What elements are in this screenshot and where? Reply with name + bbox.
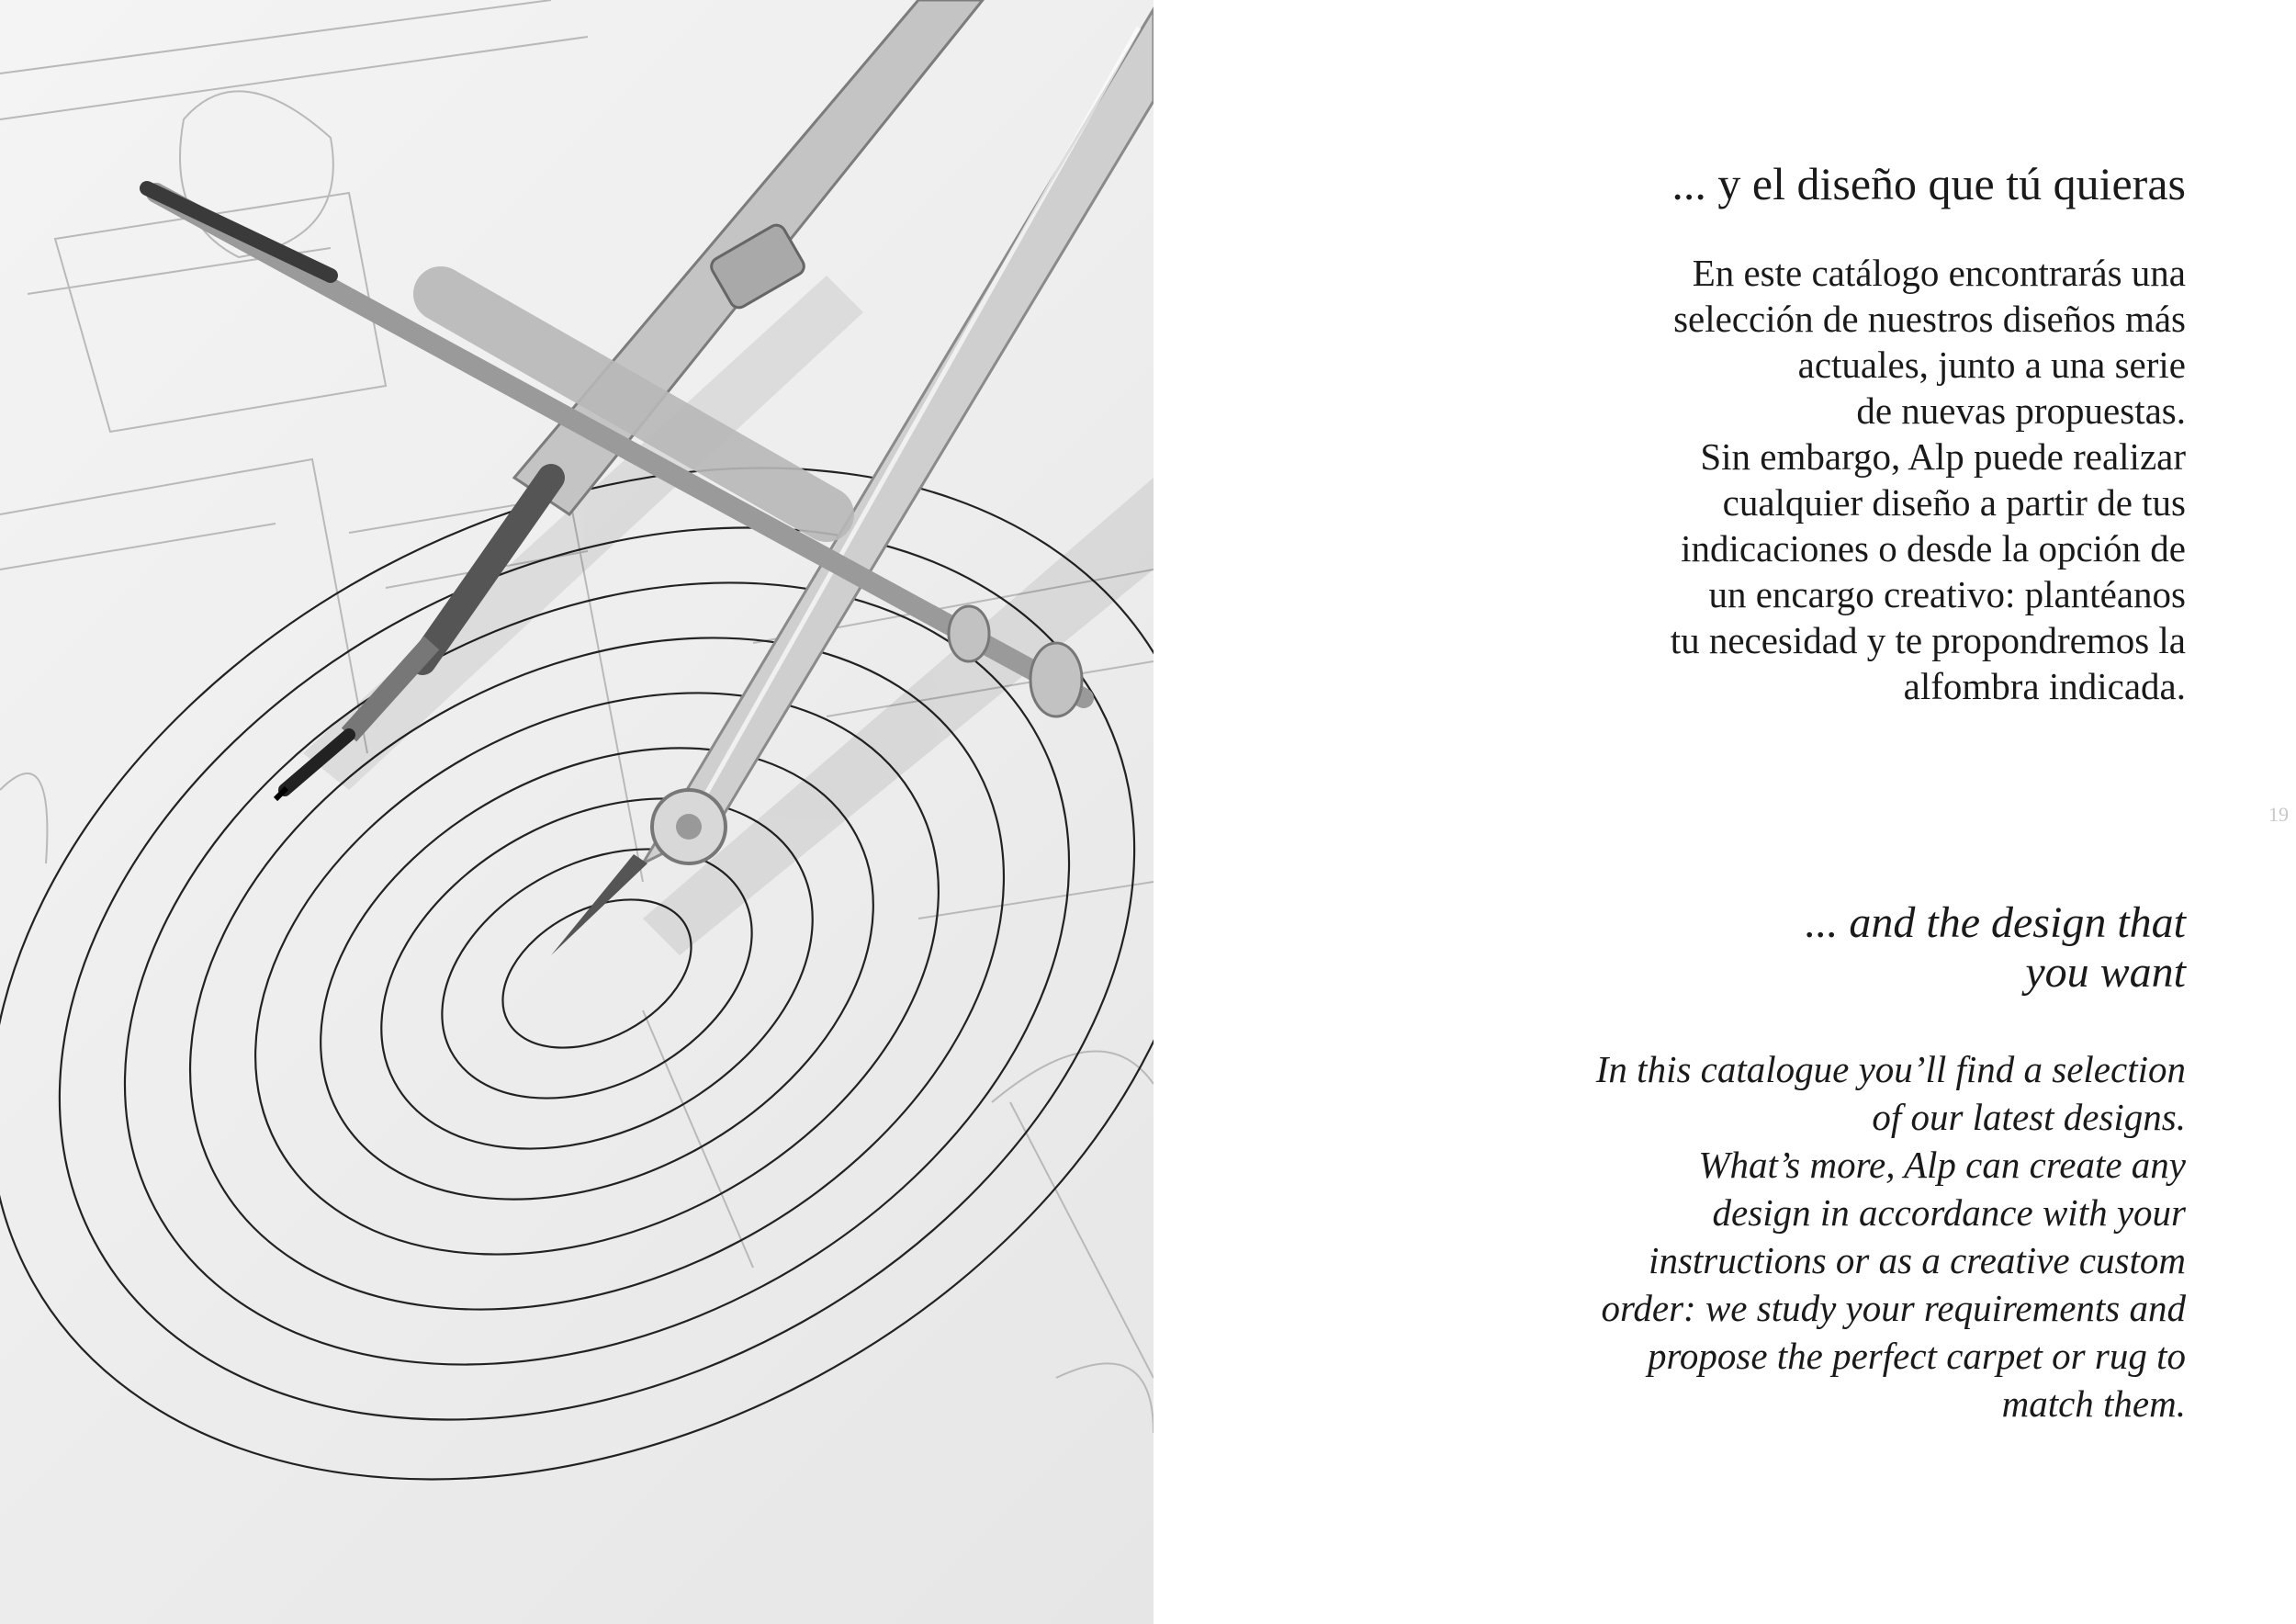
english-heading: ... and the design that you want — [1805, 898, 2186, 997]
spanish-heading: ... y el diseño que tú quieras — [1671, 158, 2186, 209]
text-column — [1469, 0, 2186, 1624]
page-number: 19 — [2268, 803, 2289, 826]
english-body-text: In this catalogue you’ll find a selection of our latest designs. What’s more, Alp can create any design in accordance with your instructions or as a creative custom order: we study your requirements and propose the perfect carpet or rug to match them. — [1595, 1048, 2186, 1425]
spanish-body-text: En este catálogo encontrarás una selección de nuestros diseños más actuales, junto a una serie de nuevas propuestas. Sin embargo, Alp puede realizar cualquier diseño a partir de tus indicaciones o desde la opción de un encargo creativo: plantéanos tu necesidad y te propondremos la alfombra indicada. — [1670, 252, 2186, 707]
